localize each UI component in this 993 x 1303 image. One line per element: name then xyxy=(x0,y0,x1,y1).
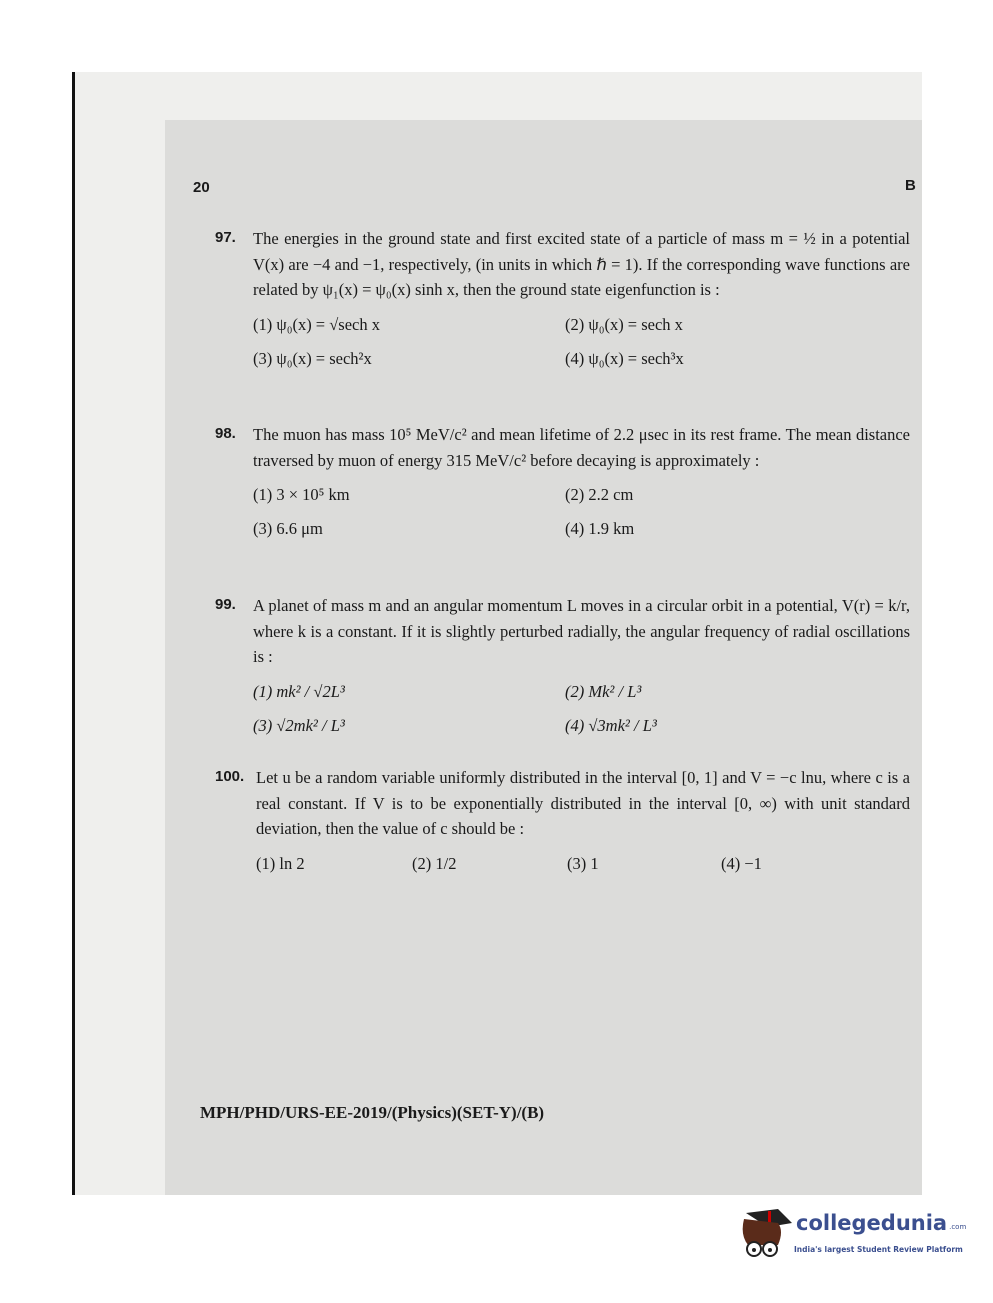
set-label: B xyxy=(905,177,916,194)
question-100 xyxy=(215,765,915,876)
logo-brand-row xyxy=(796,1209,966,1237)
question-99 xyxy=(215,593,915,765)
page-edge xyxy=(72,72,75,1195)
question-text: The muon has mass 10⁵ MeV/c² and mean lifetime of 2.2 μsec in its rest frame. The mean distance traversed by muon of energy 315 MeV/c² before decaying is approximately : xyxy=(253,425,910,470)
question-97 xyxy=(215,226,915,422)
paper-code-footer: MPH/PHD/URS-EE-2019/(Physics)(SET-Y)/(B) xyxy=(200,1103,545,1122)
question-text: Let u be a random variable uniformly distributed in the interval [0, 1] and V = −c lnu, where c is a real constant. If V is to be exponentially distributed in the interval [0, ∞) with unit standard deviation, then the value of c should be : xyxy=(256,768,910,838)
question-list xyxy=(215,226,915,876)
page-number: 20 xyxy=(193,179,210,196)
question-text: A planet of mass m and an angular momentum L moves in a circular orbit in a potential, V(r) = k/r, where k is a constant. If it is slightly perturbed radially, the angular frequency of radial oscillations is : xyxy=(253,596,910,666)
option-4: (4) −1 xyxy=(721,853,762,873)
option-3: (3) ψ₀(x) = sech²x xyxy=(253,348,372,368)
question-text: The energies in the ground state and first excited state of a particle of mass m = ½ in a potential V(x) are −4 and −1, respectively, (in units in which ℏ = 1). If the corresponding wave functions are related by ψ₁(x) = ψ₀(x) sinh x, then the ground state eigenfunction is : xyxy=(253,229,910,299)
question-number: 100. xyxy=(215,768,245,785)
option-4: (4) 1.9 km xyxy=(565,519,635,538)
question-number: 98. xyxy=(215,425,236,442)
option-4: (4) ψ₀(x) = sech³x xyxy=(565,348,684,368)
question-number: 99. xyxy=(215,596,236,613)
options xyxy=(256,852,915,876)
question-98 xyxy=(215,422,915,593)
student-mascot-icon xyxy=(738,1205,794,1265)
option-2: (2) 1/2 xyxy=(412,853,457,873)
question-number: 97. xyxy=(215,229,236,246)
option-1: (1) ψ₀(x) = √sech x xyxy=(253,314,380,334)
option-1: (1) mk² / √2L³ xyxy=(253,681,345,701)
option-2: (2) ψ₀(x) = sech x xyxy=(565,314,683,334)
option-3: (3) 6.6 μm xyxy=(253,519,323,538)
option-4: (4) √3mk² / L³ xyxy=(565,715,657,735)
logo-brand: collegedunia xyxy=(796,1211,948,1235)
options xyxy=(253,680,915,738)
option-1: (1) 3 × 10⁵ km xyxy=(253,485,350,504)
option-2: (2) Mk² / L³ xyxy=(565,681,642,701)
collegedunia-logo xyxy=(738,1205,978,1265)
option-3: (3) √2mk² / L³ xyxy=(253,715,345,735)
option-2: (2) 2.2 cm xyxy=(565,485,634,504)
option-3: (3) 1 xyxy=(567,853,599,873)
options xyxy=(253,483,915,541)
option-1: (1) ln 2 xyxy=(256,853,305,873)
logo-tagline: India's largest Student Review Platform xyxy=(794,1245,963,1254)
options xyxy=(253,313,915,371)
logo-suffix: .com xyxy=(949,1223,967,1231)
